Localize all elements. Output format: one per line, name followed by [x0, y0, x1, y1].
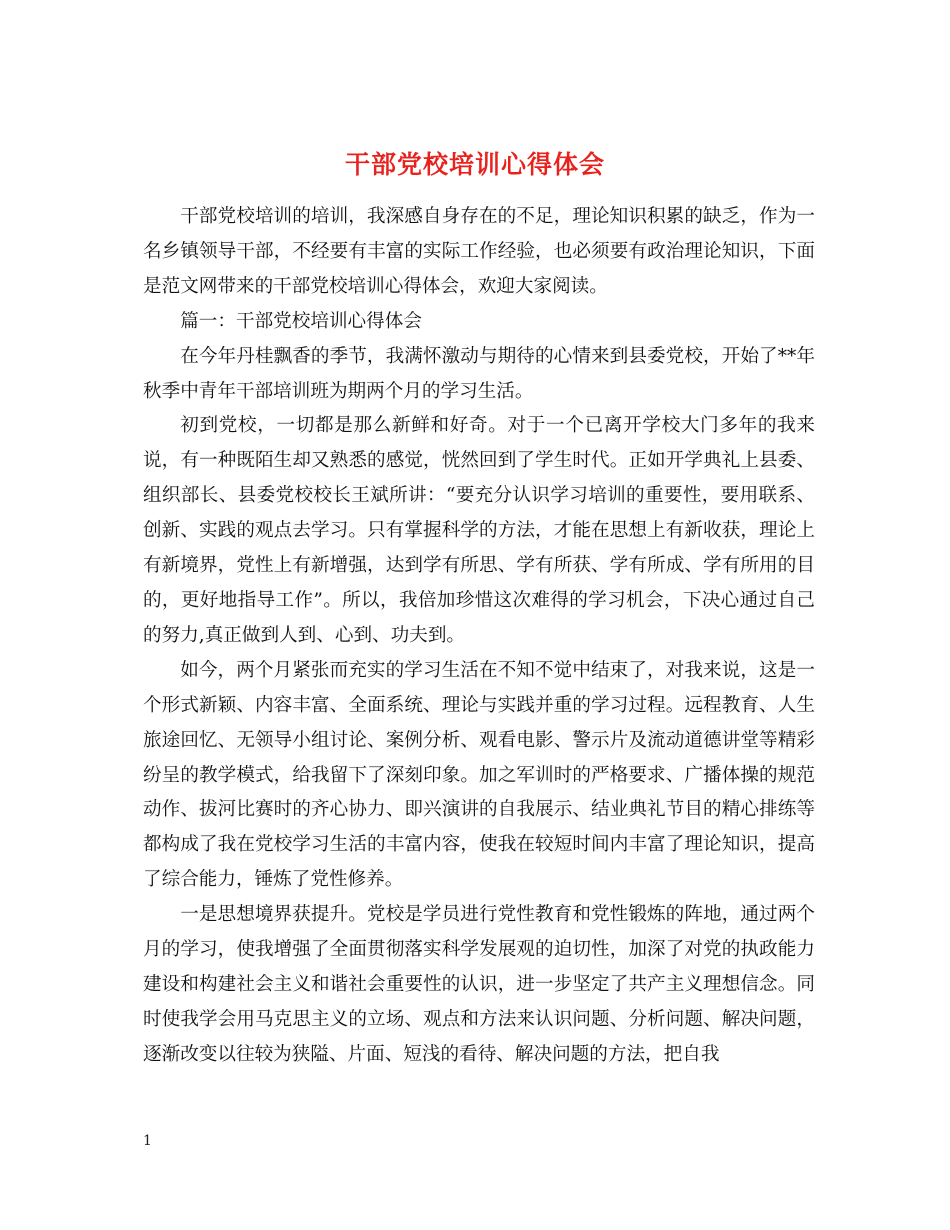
body-paragraph: 初到党校，一切都是那么新鲜和好奇。对于一个已离开学校大门多年的我来说，有一种既陌生却又熟悉的感觉，恍然回到了学生时代。正如开学典礼上县委、组织部长、县委党校校长王斌所讲：“要充分认识学习培训的重要性，要用联系、创新、实践的观点去学习。只有掌握科学的方法，才能在思想上有新收获，理论上有新境界，党性上有新增强，达到学有所思、学有所获、学有所成、学有所用的目的，更好地指导工作”。所以，我倍加珍惜这次难得的学习机会，下决心通过自己的努力,真正做到人到、心到、功夫到。	[143, 415, 815, 646]
document-body	[143, 200, 815, 1073]
body-paragraph: 一是思想境界获提升。党校是学员进行党性教育和党性锻炼的阵地，通过两个月的学习，使我增强了全面贯彻落实科学发展观的迫切性，加深了对党的执政能力建设和构建社会主义和谐社会重要性的认识，进一步坚定了共产主义理想信念。同时使我学会用马克思主义的立场、观点和方法来认识问题、分析问题、解决问题，逐渐改变以往较为狭隘、片面、短浅的看待、解决问题的方法，把自我	[143, 904, 815, 1065]
body-paragraph: 在今年丹桂飘香的季节，我满怀激动与期待的心情来到县委党校，开始了**年秋季中青年干部培训班为期两个月的学习生活。	[143, 345, 815, 402]
page-number: 1	[143, 1133, 152, 1149]
body-paragraph: 如今，两个月紧张而充实的学习生活在不知不觉中结束了，对我来说，这是一个形式新颖、内容丰富、全面系统、理论与实践并重的学习过程。远程教育、人生旅途回忆、无领导小组讨论、案例分析、观看电影、警示片及流动道德讲堂等精彩纷呈的教学模式，给我留下了深刻印象。加之军训时的严格要求、广播体操的规范动作、拔河比赛时的齐心协力、即兴演讲的自我展示、结业典礼节目的精心排练等都构成了我在党校学习生活的丰富内容，使我在较短时间内丰富了理论知识，提高了综合能力，锤炼了党性修养。	[143, 659, 815, 891]
intro-paragraph: 干部党校培训的培训，我深感自身存在的不足，理论知识积累的缺乏，作为一名乡镇领导干部，不经要有丰富的实际工作经验，也必须要有政治理论知识，下面是范文网带来的干部党校培训心得体会，欢迎大家阅读。	[143, 206, 815, 297]
section-heading: 篇一：干部党校培训心得体会	[180, 310, 422, 332]
document-title: 干部党校培训心得体会	[344, 149, 605, 179]
